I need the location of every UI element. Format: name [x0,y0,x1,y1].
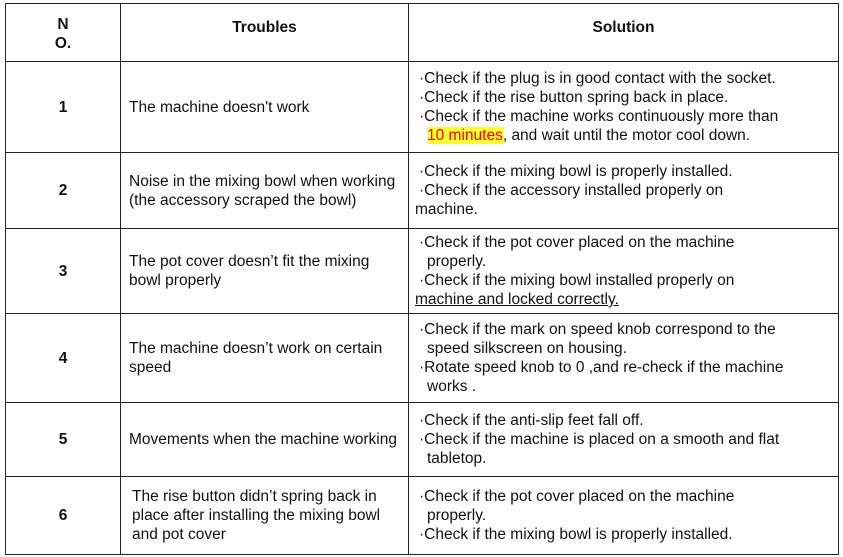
solution-line: ·Check if the machine is placed on a smooth and flat [419,431,780,448]
solution-line: ·Rotate speed knob to 0 ,and re-check if the machine [419,359,784,376]
trouble-text: Movements when the machine working [121,403,409,477]
row-number: 5 [6,403,121,477]
table-row [6,314,839,403]
row-number: 6 [6,477,121,555]
row-number: 4 [6,314,121,403]
solution-line: properly. [427,507,487,524]
solution-line: tabletop. [427,450,487,467]
solution-line: ·Check if the accessory installed properly on [419,182,724,199]
solution-line: ·Check if the rise button spring back in place. [419,89,729,106]
trouble-text: The machine doesn’t work on certain speed [121,314,409,403]
solution-cell [409,477,839,555]
solution-line-text: ·Check if the machine works continuously more than [419,108,779,125]
row-number: 1 [6,62,121,153]
solution-line-text: , and wait until the motor cool down. [502,127,751,144]
trouble-text: The machine doesn't work [121,62,409,153]
solution-line: ·Check if the anti-slip feet fall off. [419,412,644,429]
solution-cell [409,403,839,477]
table-header-row [6,4,839,62]
solution-cell [409,153,839,229]
header-no-line2: O. [54,34,72,52]
solution-line: properly. [427,253,487,270]
table-row [6,153,839,229]
row-number: 2 [6,153,121,229]
solution-line: ·Check if the mixing bowl installed properly on [419,272,735,289]
header-no-line1: N [57,15,69,33]
solution-line: machine and locked correctly. [415,291,619,308]
solution-line: ·Check if the mark on speed knob correspond to the [419,321,776,338]
trouble-text: The rise button didn’t spring back in place after installing the mixing bowl and pot cover [121,477,409,555]
solution-cell [409,62,839,153]
table-row [6,477,839,555]
solution-line: ·Check if the mixing bowl is properly installed. [419,526,733,543]
header-solution: Solution [409,4,839,62]
table-row [6,229,839,314]
header-troubles: Troubles [121,4,409,62]
highlighted-duration: 10 minutes [427,127,503,144]
trouble-text: Noise in the mixing bowl when working (the accessory scraped the bowl) [121,153,409,229]
solution-line: ·Check if the plug is in good contact with the socket. [419,70,776,87]
solution-cell [409,229,839,314]
table-row [6,62,839,153]
solution-cell [409,314,839,403]
solution-line: ·Check if the mixing bowl is properly installed. [419,163,733,180]
solution-line: works . [427,378,477,395]
table-row [6,403,839,477]
solution-line: ·Check if the pot cover placed on the machine [419,488,735,505]
solution-line: machine. [415,201,478,218]
troubleshooting-table [5,3,839,555]
trouble-text: The pot cover doesn’t fit the mixing bowl properly [121,229,409,314]
row-number: 3 [6,229,121,314]
header-no [6,4,121,62]
solution-line: speed silkscreen on housing. [427,340,627,357]
solution-line [419,126,832,145]
solution-line: ·Check if the pot cover placed on the machine [419,234,735,251]
solution-line [419,107,832,126]
